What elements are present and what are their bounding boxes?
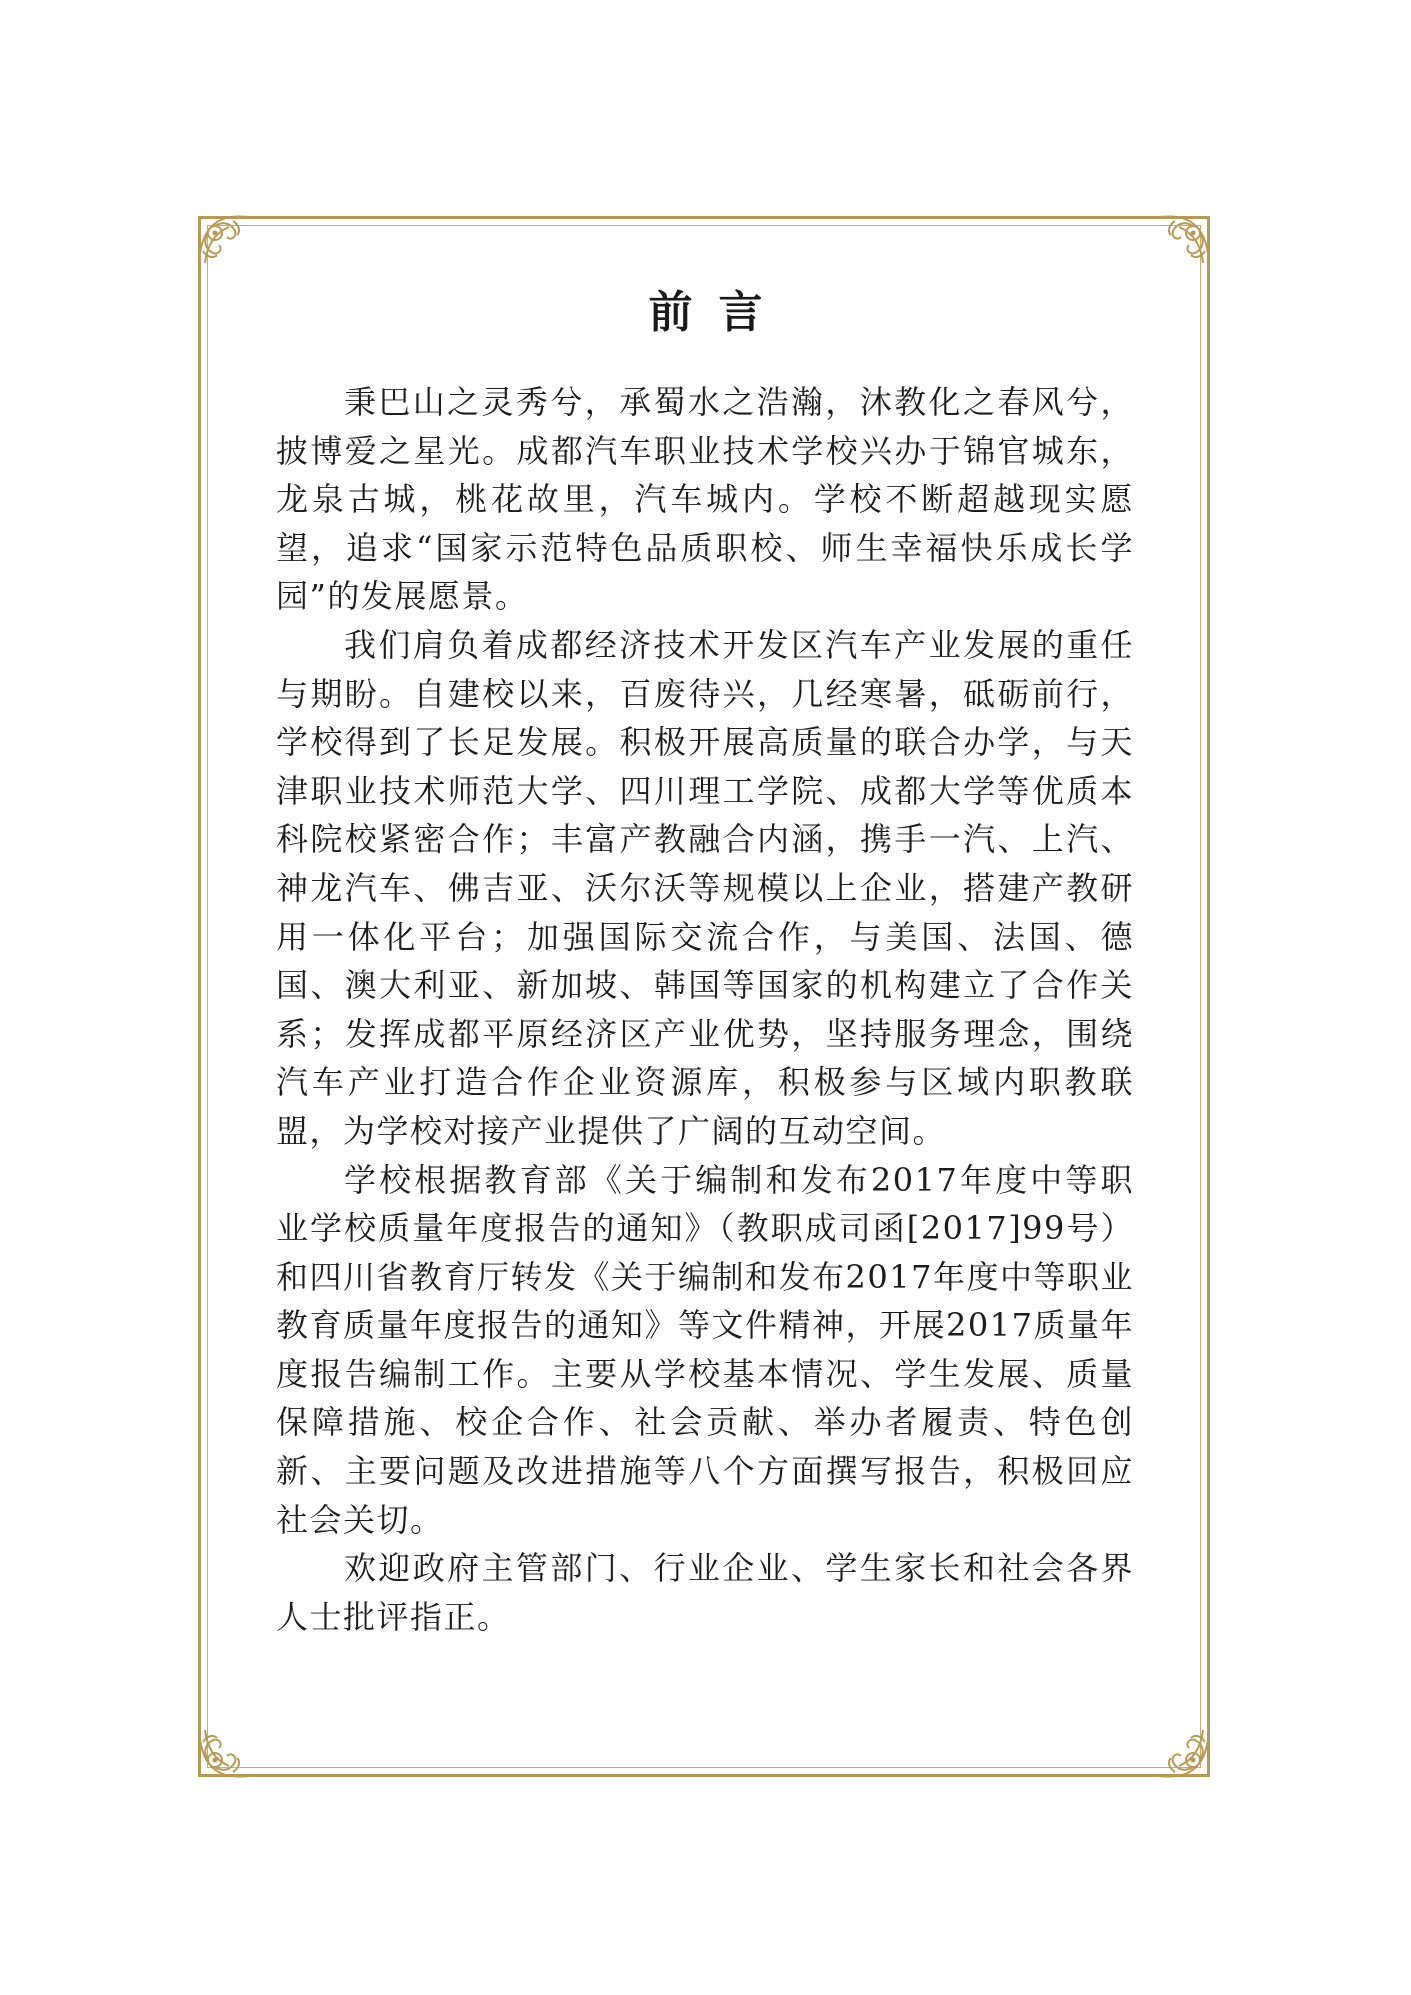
- paragraph: 我们肩负着成都经济技术开发区汽车产业发展的重任与期盼。自建校以来，百废待兴，几经寒暑，砥砺前行，学校得到了长足发展。积极开展高质量的联合办学，与天津职业技术师范大学、四川理工学院、成都大学等优质本科院校紧密合作；丰富产教融合内涵，携手一汽、上汽、神龙汽车、佛吉亚、沃尔沃等规模以上企业，搭建产教研用一体化平台；加强国际交流合作，与美国、法国、德国、澳大利亚、新加坡、韩国等国家的机构建立了合作关系；发挥成都平原经济区产业优势，坚持服务理念，围绕汽车产业打造合作企业资源库，积极参与区域内职教联盟，为学校对接产业提供了广阔的互动空间。: [276, 625, 1134, 1150]
- ornamental-corner-icon: [193, 1718, 257, 1782]
- ornamental-corner-icon: [193, 211, 257, 275]
- preface-body: [276, 378, 1134, 1641]
- ornamental-corner-icon: [1151, 211, 1215, 275]
- paragraph: 秉巴山之灵秀兮，承蜀水之浩瀚，沐教化之春风兮，披博爱之星光。成都汽车职业技术学校兴办于锦官城东，龙泉古城，桃花故里，汽车城内。学校不断超越现实愿望，追求“国家示范特色品质职校、师生幸福快乐成长学园”的发展愿景。: [276, 383, 1134, 616]
- paragraph: 学校根据教育部《关于编制和发布2017年度中等职业学校质量年度报告的通知》（教职成司函[2017]99号）和四川省教育厅转发《关于编制和发布2017年度中等职业教育质量年度报告的通知》等文件精神，开展2017质量年度报告编制工作。主要从学校基本情况、学生发展、质量保障措施、校企合作、社会贡献、举办者履责、特色创新、主要问题及改进措施等八个方面撰写报告，积极回应社会关切。: [276, 1160, 1134, 1539]
- paragraph: 欢迎政府主管部门、行业企业、学生家长和社会各界人士批评指正。: [276, 1549, 1134, 1636]
- page-title: 前言: [648, 287, 789, 338]
- ornamental-corner-icon: [1151, 1718, 1215, 1782]
